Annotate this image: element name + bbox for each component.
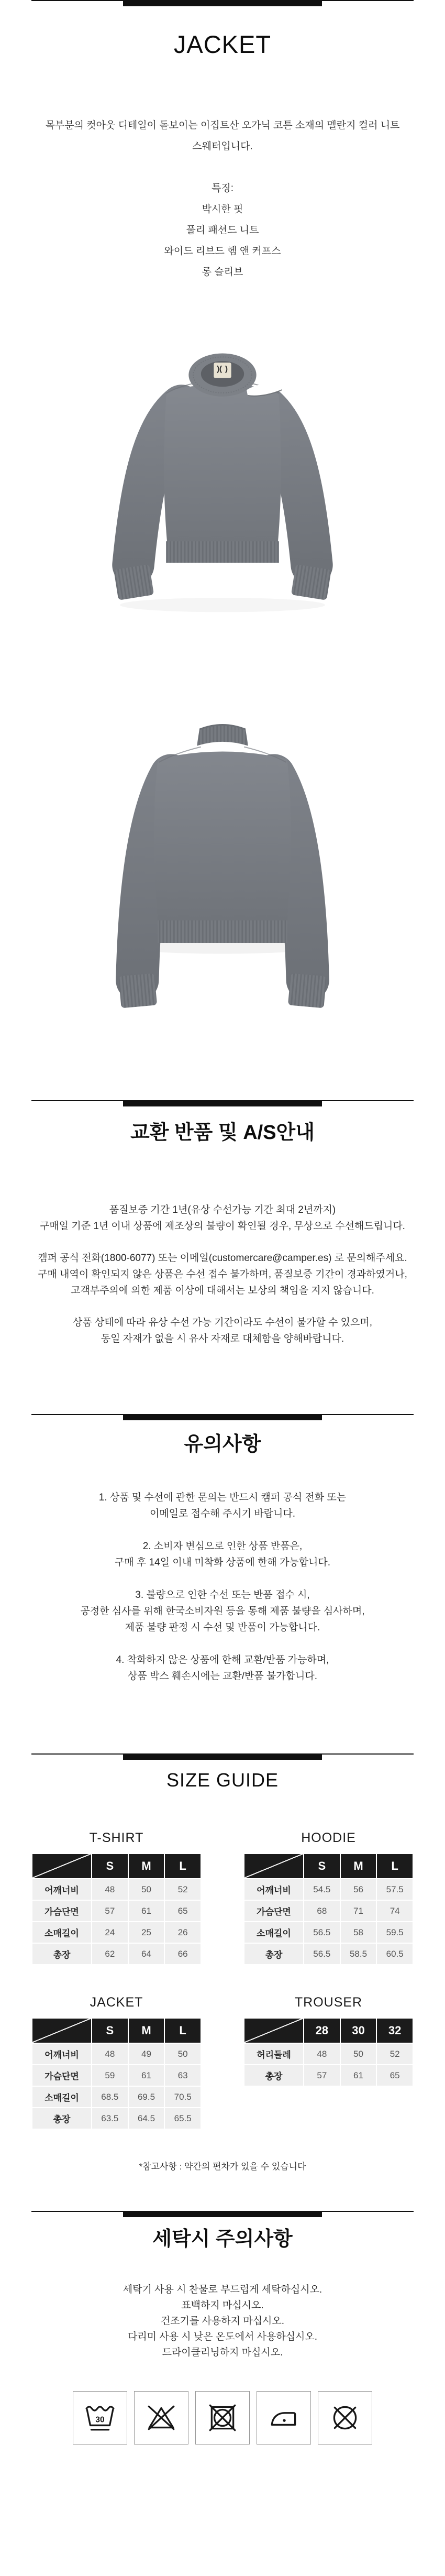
size-table-title: HOODIE: [301, 1830, 356, 1845]
section-divider: [31, 0, 414, 6]
table-row: [244, 2065, 413, 2086]
text-line: 세탁기 사용 시 찬물로 부드럽게 세탁하십시오.: [123, 2284, 322, 2295]
notice-list: [31, 1489, 414, 1684]
table-row: [32, 1879, 201, 1900]
size-table-header-row: [32, 2019, 201, 2043]
do-not-bleach-icon: [144, 2400, 179, 2435]
measure-value: 56: [341, 1879, 376, 1900]
size-table-jacket: [31, 1994, 202, 2130]
divider-bar: [123, 1753, 322, 1760]
measure-label: 소매길이: [32, 2087, 91, 2107]
measure-value: 54.5: [304, 1879, 340, 1900]
inner-brand-label: [214, 363, 231, 378]
size-col-header: L: [165, 1854, 201, 1878]
measure-value: 50: [165, 2044, 201, 2064]
measure-value: 59.5: [377, 1922, 413, 1943]
size-col-header: M: [341, 1854, 376, 1878]
measure-value: 59: [92, 2065, 128, 2086]
size-guide-tables: [31, 1830, 414, 2130]
table-row: [32, 2108, 201, 2129]
size-col-header: S: [92, 1854, 128, 1878]
table-row: [32, 1922, 201, 1943]
washing-instructions: [31, 2282, 414, 2361]
sweater-body: [164, 384, 281, 542]
text-line: 1. 상품 및 수선에 관한 문의는 반드시 캠퍼 공식 전화 또는: [98, 1492, 347, 1503]
size-table-hoodie: [243, 1830, 414, 1965]
size-table-t-shirt: [31, 1830, 202, 1965]
do-not-tumble-dry-icon: [205, 2400, 240, 2435]
size-table: [243, 1853, 414, 1965]
machine-wash-30-mild-icon: [83, 2400, 117, 2435]
size-table-title: TROUSER: [294, 1995, 363, 2010]
measure-label: 허리둘레: [244, 2044, 303, 2064]
product-description: [31, 115, 414, 157]
size-table-header-row: [244, 1854, 413, 1878]
measure-value: 68: [304, 1901, 340, 1921]
feature-item: 롱 슬리브: [202, 267, 243, 278]
exchange-section-title: 교환 반품 및 A/S안내: [130, 1122, 315, 1144]
measure-value: 63: [165, 2065, 201, 2086]
text-line: 품질보증 기간 1년(유상 수선가능 기간 최대 2년까지): [109, 1204, 336, 1215]
divider-bar: [123, 2211, 322, 2217]
ribbed-cuff: [291, 564, 331, 600]
measure-value: 65.5: [165, 2108, 201, 2129]
text-line: 상품 상태에 따라 유상 수선 가능 기간이라도 수선이 불가할 수 있으며,: [73, 1317, 372, 1328]
measure-value: 71: [341, 1901, 376, 1921]
measure-label: 가슴단면: [32, 1901, 91, 1921]
description-line: 스웨터입니다.: [192, 141, 253, 152]
sweater-back-illustration: [94, 714, 351, 1017]
section-divider: [31, 2211, 414, 2217]
measure-value: 56.5: [304, 1922, 340, 1943]
text-line: 제품 불량 판정 시 수선 및 반품이 가능합니다.: [125, 1622, 320, 1633]
table-row: [32, 2087, 201, 2107]
text-line: 3. 불량으로 인한 수선 또는 반품 접수 시,: [135, 1590, 310, 1601]
care-symbol-box: [318, 2391, 372, 2445]
sweater-front-illustration: [94, 337, 351, 652]
exchange-paragraph: [31, 1250, 414, 1299]
size-col-header: 32: [377, 2019, 413, 2043]
measure-value: 64.5: [129, 2108, 164, 2129]
measure-label: 총장: [244, 2065, 303, 2086]
ribbed-hem: [158, 920, 287, 943]
diagonal-header-cell: [32, 2019, 91, 2043]
table-row: [244, 1879, 413, 1900]
measure-value: 58.5: [341, 1944, 376, 1964]
measure-value: 61: [129, 1901, 164, 1921]
measure-value: 25: [129, 1922, 164, 1943]
text-line: 상품 박스 훼손시에는 교환/반품 불가합니다.: [127, 1671, 318, 1682]
table-row: [32, 1944, 201, 1964]
size-table: [31, 2018, 202, 2130]
measure-value: 52: [165, 1879, 201, 1900]
measure-value: 65: [377, 2065, 413, 2086]
divider-bar: [123, 1100, 322, 1106]
size-col-header: 28: [304, 2019, 340, 2043]
exchange-info-text: [31, 1202, 414, 1347]
size-col-header: 30: [341, 2019, 376, 2043]
description-line: 목부분의 컷아웃 디테일이 돋보이는 이집트산 오가닉 코튼 소재의 멜란지 컬러 니트: [45, 120, 400, 131]
size-col-header: S: [304, 1854, 340, 1878]
size-table: [31, 1853, 202, 1965]
text-line: 2. 소비자 변심으로 인한 상품 반품은,: [142, 1541, 303, 1552]
measure-label: 소매길이: [32, 1922, 91, 1943]
measure-value: 61: [129, 2065, 164, 2086]
measure-label: 총장: [32, 2108, 91, 2129]
measure-value: 66: [165, 1944, 201, 1964]
measure-value: 63.5: [92, 2108, 128, 2129]
size-col-header: L: [377, 1854, 413, 1878]
measure-label: 가슴단면: [244, 1901, 303, 1921]
divider-bar: [123, 0, 322, 6]
table-row: [244, 1922, 413, 1943]
table-row: [32, 2044, 201, 2064]
iron-low-heat-icon: [266, 2400, 301, 2435]
measure-value: 48: [92, 2044, 128, 2064]
measure-value: 24: [92, 1922, 128, 1943]
size-col-header: M: [129, 1854, 164, 1878]
measure-value: 57.5: [377, 1879, 413, 1900]
feature-heading: 특징:: [212, 183, 233, 194]
size-table-header-row: [32, 1854, 201, 1878]
text-line: 고객부주의에 의한 제품 이상에 대해서는 보상의 책임을 지지 않습니다.: [71, 1285, 374, 1296]
text-line: 건조기를 사용하지 마십시오.: [160, 2316, 285, 2327]
notice-item: [31, 1587, 414, 1636]
feature-item: 풀리 패션드 니트: [186, 225, 259, 236]
measure-value: 70.5: [165, 2087, 201, 2107]
measure-value: 49: [129, 2044, 164, 2064]
measure-value: 65: [165, 1901, 201, 1921]
text-line: 동일 자재가 없을 시 유사 자재로 대체함을 양해바랍니다.: [101, 1333, 344, 1344]
measure-label: 어깨너비: [32, 2044, 91, 2064]
product-image-front: [94, 337, 351, 652]
ribbed-cuff: [288, 973, 327, 1009]
laundry-care-icons: [31, 2391, 414, 2445]
section-divider: [31, 1100, 414, 1106]
table-row: [244, 1944, 413, 1964]
diagonal-header-cell: [32, 1854, 91, 1878]
measure-value: 26: [165, 1922, 201, 1943]
measure-label: 가슴단면: [32, 2065, 91, 2086]
care-symbol-box: [73, 2391, 127, 2445]
measure-value: 48: [304, 2044, 340, 2064]
size-table: [243, 2018, 414, 2087]
care-symbol-box: [134, 2391, 188, 2445]
size-table-title: JACKET: [90, 1995, 143, 2010]
measure-value: 64: [129, 1944, 164, 1964]
text-line: 구매 내역이 확인되지 않은 상품은 수선 접수 불가하며, 품질보증 기간이 경과하였거나,: [38, 1269, 407, 1280]
size-table-trouser: [243, 1994, 414, 2130]
measure-label: 총장: [244, 1944, 303, 1964]
measure-value: 61: [341, 2065, 376, 2086]
text-line: 구매 후 14일 이내 미착화 상품에 한해 가능합니다.: [114, 1557, 331, 1568]
exchange-paragraph: [31, 1314, 414, 1347]
measure-value: 50: [129, 1879, 164, 1900]
page-title: JACKET: [173, 30, 272, 58]
section-divider: [31, 1753, 414, 1760]
measure-value: 56.5: [304, 1944, 340, 1964]
text-line: 드라이클리닝하지 마십시오.: [162, 2347, 283, 2358]
measure-label: 어깨너비: [32, 1879, 91, 1900]
text-line: 캠퍼 공식 전화(1800-6077) 또는 이메일(customercare@camper.es) 로 문의해주세요.: [38, 1253, 407, 1264]
divider-bar: [123, 1414, 322, 1420]
measure-label: 어깨너비: [244, 1879, 303, 1900]
measure-value: 58: [341, 1922, 376, 1943]
measure-value: 62: [92, 1944, 128, 1964]
text-line: 구매일 기준 1년 이내 상품에 제조상의 불량이 확인될 경우, 무상으로 수선해드립니다.: [40, 1221, 405, 1232]
size-guide-footnote: *참고사항 : 약간의 편차가 있을 수 있습니다: [139, 2162, 306, 2172]
table-row: [244, 2044, 413, 2064]
exchange-paragraph: [31, 1202, 414, 1234]
feature-list: [31, 178, 414, 283]
notice-item: [31, 1538, 414, 1571]
measure-value: 60.5: [377, 1944, 413, 1964]
ribbed-cuff: [114, 564, 154, 600]
notice-item: [31, 1489, 414, 1522]
measure-value: 50: [341, 2044, 376, 2064]
text-line: 다리미 사용 시 낮은 온도에서 사용하십시오.: [127, 2331, 318, 2342]
notice-item: [31, 1652, 414, 1684]
ribbed-hem: [166, 541, 279, 563]
measure-value: 52: [377, 2044, 413, 2064]
table-row: [32, 2065, 201, 2086]
measure-value: 69.5: [129, 2087, 164, 2107]
text-line: 표백하지 마십시오.: [181, 2300, 264, 2311]
text-line: 4. 착화하지 않은 상품에 한해 교환/반품 가능하며,: [116, 1654, 329, 1665]
size-col-header: S: [92, 2019, 128, 2043]
measure-label: 총장: [32, 1944, 91, 1964]
size-table-header-row: [244, 2019, 413, 2043]
do-not-dry-clean-icon: [328, 2400, 362, 2435]
product-image-back: [94, 714, 351, 1017]
measure-value: 74: [377, 1901, 413, 1921]
measure-value: 57: [304, 2065, 340, 2086]
ribbed-cuff: [118, 973, 157, 1009]
sweater-body: [154, 751, 291, 921]
measure-value: 57: [92, 1901, 128, 1921]
size-col-header: L: [165, 2019, 201, 2043]
measure-value: 68.5: [92, 2087, 128, 2107]
care-symbol-box: [195, 2391, 250, 2445]
size-guide-section-title: SIZE GUIDE: [166, 1769, 279, 1791]
table-row: [32, 1901, 201, 1921]
feature-item: 와이드 리브드 헴 앤 커프스: [164, 246, 281, 257]
size-table-title: T-SHIRT: [89, 1830, 144, 1845]
svg-text:30: 30: [95, 2415, 105, 2425]
text-line: 이메일로 접수해 주시기 바랍니다.: [149, 1508, 296, 1519]
notice-section-title: 유의사항: [184, 1433, 261, 1455]
diagonal-header-cell: [244, 1854, 303, 1878]
measure-value: 48: [92, 1879, 128, 1900]
washing-section-title: 세탁시 주의사항: [152, 2228, 293, 2250]
diagonal-header-cell: [244, 2019, 303, 2043]
feature-item: 박시한 핏: [202, 204, 243, 215]
size-col-header: M: [129, 2019, 164, 2043]
text-line: 공정한 심사를 위해 한국소비자원 등을 통해 제품 불량을 심사하며,: [80, 1606, 365, 1617]
measure-label: 소매길이: [244, 1922, 303, 1943]
care-symbol-box: [257, 2391, 311, 2445]
section-divider: [31, 1414, 414, 1420]
table-row: [244, 1901, 413, 1921]
